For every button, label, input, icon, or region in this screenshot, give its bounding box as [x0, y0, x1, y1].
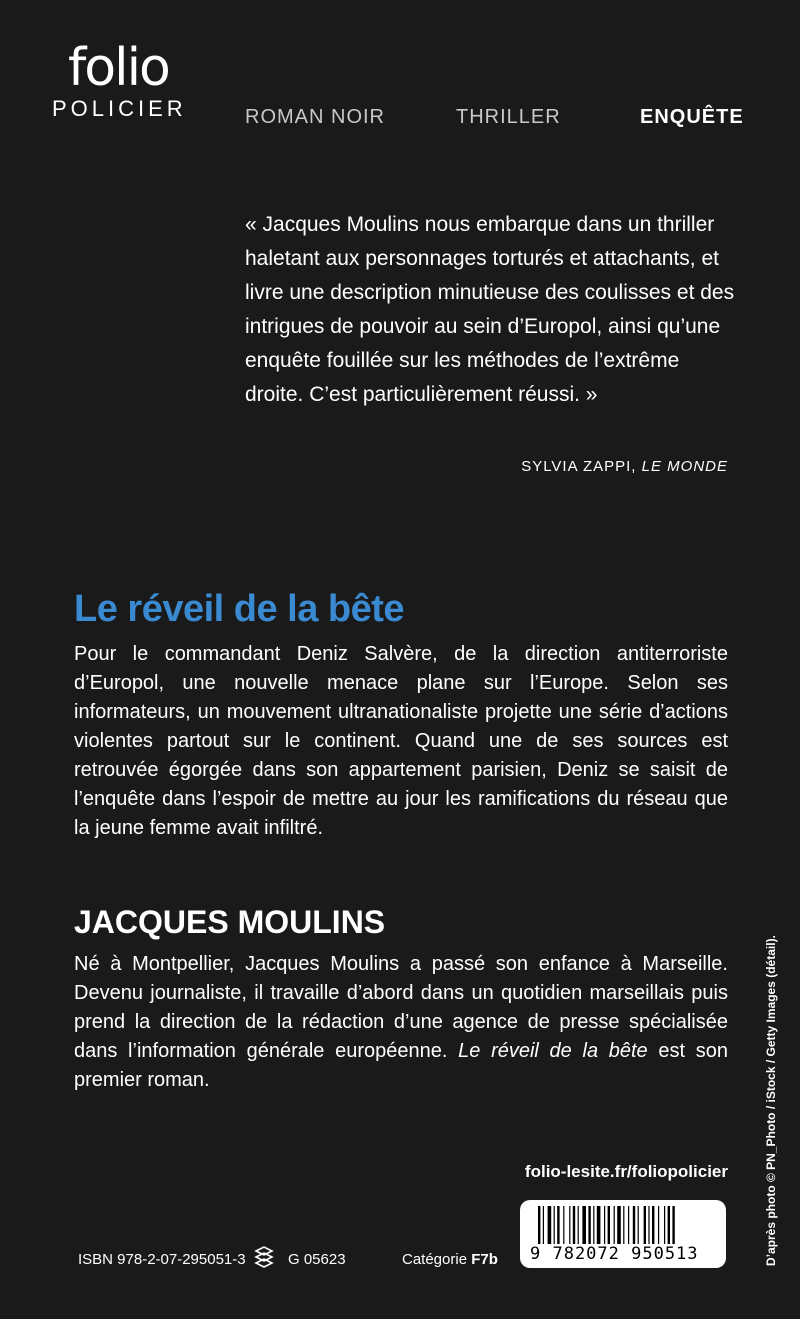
barcode-digits: 9 782072 950513: [528, 1244, 722, 1264]
genre-thriller: THRILLER: [456, 106, 561, 128]
quote-author: SYLVIA ZAPPI,: [521, 458, 637, 475]
barcode: [520, 1200, 726, 1268]
logo-brand: folio: [68, 38, 169, 98]
book-title: Le réveil de la bête: [74, 588, 405, 630]
folio-policier-logo: [52, 38, 202, 122]
author-name: JACQUES MOULINS: [74, 904, 386, 940]
categorie-label: Catégorie: [402, 1251, 468, 1268]
press-quote: « Jacques Moulins nous embarque dans un thriller haletant aux personnages torturés et attachants, et livre une description minutieuse des coulisses et des intrigues de pouvoir au sein d’Europol, ainsi qu’une enquête fouillée sur les méthodes de l’extrême droite. C’est particulièrement réussi. »: [245, 213, 735, 406]
gallimard-icon: [252, 1245, 276, 1269]
gallimard-code: G 05623: [288, 1251, 346, 1268]
categorie-value: F7b: [471, 1251, 498, 1268]
author-bio-text: Né à Montpellier, Jacques Moulins a passé son enfance à Marseille. Devenu journaliste, il travaille d’abord dans un quotidien marseillais puis prend la direction de la rédaction d’une agence de presse spécialisée dans l’information générale européenne.: [74, 953, 728, 1062]
logo-collection: POLICIER: [52, 96, 187, 121]
genre-enquete: ENQUÊTE: [640, 106, 744, 128]
author-bio-end: est son premier roman.: [74, 1040, 729, 1091]
website-link[interactable]: folio-lesite.fr/foliopolicier: [524, 1162, 728, 1181]
photo-credit: D’après photo © PN_Photo / iStock / Getty Images (détail).: [764, 935, 778, 1266]
genre-roman-noir: ROMAN NOIR: [245, 106, 385, 128]
author-bio-title: Le réveil de la bête: [458, 1040, 648, 1062]
isbn: ISBN 978-2-07-295051-3: [78, 1251, 246, 1268]
book-summary: Pour le commandant Deniz Salvère, de la direction antiterroriste d’Europol, une nouvelle menace plane sur l’Europe. Selon ses informateurs, un mouvement ultranationaliste projette une série d’actions violentes partout sur le continent. Quand une de ses sources est retrouvée égorgée dans son appartement parisien, Deniz se saisit de l’enquête dans l’espoir de mettre au jour les ramifications du réseau que la jeune femme avait infiltré.: [74, 643, 728, 839]
author-bio: [74, 950, 728, 1095]
categorie: [402, 1251, 498, 1268]
quote-attribution: [521, 458, 728, 475]
quote-source: LE MONDE: [641, 458, 728, 475]
